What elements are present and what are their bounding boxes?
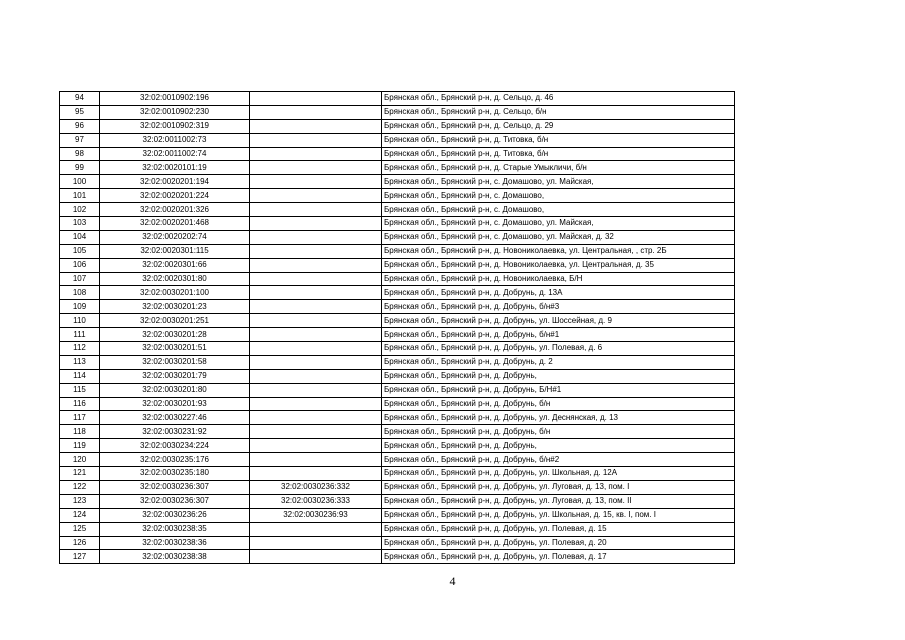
cadastral-number-cell: 32:02:0011002:74 xyxy=(100,147,250,161)
table-row xyxy=(60,342,735,356)
related-cadastral-number-cell xyxy=(250,383,382,397)
address-cell: Брянская обл., Брянский р-н, д. Сельцо, б/н xyxy=(382,105,735,119)
related-cadastral-number-cell: 32:02:0030236:333 xyxy=(250,494,382,508)
row-number-cell: 102 xyxy=(60,203,100,217)
table-row xyxy=(60,217,735,231)
address-cell: Брянская обл., Брянский р-н, д. Добрунь, б/н#2 xyxy=(382,453,735,467)
address-cell: Брянская обл., Брянский р-н, д. Добрунь, ул. Полевая, д. 20 xyxy=(382,536,735,550)
table-row xyxy=(60,272,735,286)
cadastral-number-cell: 32:02:0030235:180 xyxy=(100,467,250,481)
row-number-cell: 125 xyxy=(60,522,100,536)
table-row xyxy=(60,286,735,300)
cadastral-number-cell: 32:02:0020201:468 xyxy=(100,217,250,231)
table-row xyxy=(60,411,735,425)
cadastral-number-cell: 32:02:0030236:307 xyxy=(100,480,250,494)
cadastral-number-cell: 32:02:0020201:326 xyxy=(100,203,250,217)
row-number-cell: 106 xyxy=(60,258,100,272)
related-cadastral-number-cell xyxy=(250,369,382,383)
related-cadastral-number-cell xyxy=(250,92,382,106)
address-cell: Брянская обл., Брянский р-н, с. Домашово, ул. Майская, xyxy=(382,217,735,231)
table-row xyxy=(60,300,735,314)
cadastral-number-cell: 32:02:0020301:115 xyxy=(100,244,250,258)
cadastral-number-cell: 32:02:0020201:224 xyxy=(100,189,250,203)
table-row xyxy=(60,494,735,508)
related-cadastral-number-cell xyxy=(250,133,382,147)
cadastral-number-cell: 32:02:0030201:23 xyxy=(100,300,250,314)
related-cadastral-number-cell xyxy=(250,328,382,342)
cadastral-number-cell: 32:02:0030227:46 xyxy=(100,411,250,425)
registry-table-body xyxy=(60,92,735,564)
address-cell: Брянская обл., Брянский р-н, д. Новониколаевка, Б/Н xyxy=(382,272,735,286)
cadastral-number-cell: 32:02:0030201:28 xyxy=(100,328,250,342)
row-number-cell: 119 xyxy=(60,439,100,453)
cadastral-number-cell: 32:02:0030234:224 xyxy=(100,439,250,453)
related-cadastral-number-cell xyxy=(250,522,382,536)
address-cell: Брянская обл., Брянский р-н, д. Добрунь, ул. Полевая, д. 17 xyxy=(382,550,735,564)
row-number-cell: 115 xyxy=(60,383,100,397)
address-cell: Брянская обл., Брянский р-н, д. Добрунь, ул. Школьная, д. 12А xyxy=(382,467,735,481)
table-row xyxy=(60,480,735,494)
address-cell: Брянская обл., Брянский р-н, с. Домашово, ул. Майская, xyxy=(382,175,735,189)
table-row xyxy=(60,92,735,106)
table-row xyxy=(60,147,735,161)
cadastral-number-cell: 32:02:0030201:251 xyxy=(100,314,250,328)
row-number-cell: 104 xyxy=(60,230,100,244)
related-cadastral-number-cell xyxy=(250,397,382,411)
related-cadastral-number-cell xyxy=(250,161,382,175)
table-row xyxy=(60,244,735,258)
row-number-cell: 120 xyxy=(60,453,100,467)
row-number-cell: 107 xyxy=(60,272,100,286)
row-number-cell: 124 xyxy=(60,508,100,522)
cadastral-number-cell: 32:02:0010902:319 xyxy=(100,119,250,133)
address-cell: Брянская обл., Брянский р-н, с. Домашово, xyxy=(382,203,735,217)
table-row xyxy=(60,355,735,369)
row-number-cell: 127 xyxy=(60,550,100,564)
address-cell: Брянская обл., Брянский р-н, д. Новониколаевка, ул. Центральная, д. 35 xyxy=(382,258,735,272)
cadastral-number-cell: 32:02:0030201:80 xyxy=(100,383,250,397)
row-number-cell: 105 xyxy=(60,244,100,258)
cadastral-number-cell: 32:02:0020301:80 xyxy=(100,272,250,286)
cadastral-number-cell: 32:02:0020201:194 xyxy=(100,175,250,189)
cadastral-number-cell: 32:02:0030235:176 xyxy=(100,453,250,467)
related-cadastral-number-cell xyxy=(250,189,382,203)
related-cadastral-number-cell xyxy=(250,286,382,300)
table-row xyxy=(60,467,735,481)
row-number-cell: 112 xyxy=(60,342,100,356)
related-cadastral-number-cell xyxy=(250,355,382,369)
table-row xyxy=(60,314,735,328)
row-number-cell: 114 xyxy=(60,369,100,383)
related-cadastral-number-cell xyxy=(250,467,382,481)
related-cadastral-number-cell xyxy=(250,203,382,217)
address-cell: Брянская обл., Брянский р-н, д. Титовка, б/н xyxy=(382,147,735,161)
address-cell: Брянская обл., Брянский р-н, д. Титовка, б/н xyxy=(382,133,735,147)
related-cadastral-number-cell xyxy=(250,230,382,244)
address-cell: Брянская обл., Брянский р-н, д. Добрунь, ул. Деснянская, д. 13 xyxy=(382,411,735,425)
row-number-cell: 95 xyxy=(60,105,100,119)
related-cadastral-number-cell xyxy=(250,300,382,314)
row-number-cell: 96 xyxy=(60,119,100,133)
address-cell: Брянская обл., Брянский р-н, д. Добрунь, ул. Луговая, д. 13, пом. I xyxy=(382,480,735,494)
table-row xyxy=(60,203,735,217)
related-cadastral-number-cell xyxy=(250,272,382,286)
table-row xyxy=(60,328,735,342)
address-cell: Брянская обл., Брянский р-н, д. Добрунь, д. 13А xyxy=(382,286,735,300)
row-number-cell: 94 xyxy=(60,92,100,106)
row-number-cell: 116 xyxy=(60,397,100,411)
table-row xyxy=(60,230,735,244)
address-cell: Брянская обл., Брянский р-н, д. Добрунь, ул. Шоссейная, д. 9 xyxy=(382,314,735,328)
cadastral-number-cell: 32:02:0030201:79 xyxy=(100,369,250,383)
table-row xyxy=(60,453,735,467)
table-row xyxy=(60,425,735,439)
row-number-cell: 108 xyxy=(60,286,100,300)
table-row xyxy=(60,439,735,453)
row-number-cell: 126 xyxy=(60,536,100,550)
cadastral-number-cell: 32:02:0011002:73 xyxy=(100,133,250,147)
related-cadastral-number-cell xyxy=(250,244,382,258)
related-cadastral-number-cell: 32:02:0030236:93 xyxy=(250,508,382,522)
cadastral-number-cell: 32:02:0020101:19 xyxy=(100,161,250,175)
address-cell: Брянская обл., Брянский р-н, д. Добрунь, ул. Полевая, д. 6 xyxy=(382,342,735,356)
row-number-cell: 117 xyxy=(60,411,100,425)
row-number-cell: 122 xyxy=(60,480,100,494)
row-number-cell: 99 xyxy=(60,161,100,175)
cadastral-number-cell: 32:02:0030236:307 xyxy=(100,494,250,508)
table-row xyxy=(60,508,735,522)
related-cadastral-number-cell xyxy=(250,536,382,550)
related-cadastral-number-cell xyxy=(250,314,382,328)
related-cadastral-number-cell xyxy=(250,453,382,467)
cadastral-number-cell: 32:02:0030238:38 xyxy=(100,550,250,564)
address-cell: Брянская обл., Брянский р-н, д. Сельцо, д. 29 xyxy=(382,119,735,133)
address-cell: Брянская обл., Брянский р-н, д. Добрунь, xyxy=(382,369,735,383)
row-number-cell: 101 xyxy=(60,189,100,203)
address-cell: Брянская обл., Брянский р-н, д. Добрунь, ул. Школьная, д. 15, кв. I, пом. I xyxy=(382,508,735,522)
address-cell: Брянская обл., Брянский р-н, с. Домашово, ул. Майская, д. 32 xyxy=(382,230,735,244)
address-cell: Брянская обл., Брянский р-н, с. Домашово, xyxy=(382,189,735,203)
row-number-cell: 110 xyxy=(60,314,100,328)
table-row xyxy=(60,175,735,189)
row-number-cell: 98 xyxy=(60,147,100,161)
row-number-cell: 111 xyxy=(60,328,100,342)
cadastral-number-cell: 32:02:0020301:66 xyxy=(100,258,250,272)
row-number-cell: 113 xyxy=(60,355,100,369)
property-registry-table xyxy=(59,91,735,564)
row-number-cell: 109 xyxy=(60,300,100,314)
cadastral-number-cell: 32:02:0030238:35 xyxy=(100,522,250,536)
cadastral-number-cell: 32:02:0030231:92 xyxy=(100,425,250,439)
related-cadastral-number-cell xyxy=(250,175,382,189)
address-cell: Брянская обл., Брянский р-н, д. Новониколаевка, ул. Центральная, , стр. 2Б xyxy=(382,244,735,258)
related-cadastral-number-cell xyxy=(250,425,382,439)
row-number-cell: 123 xyxy=(60,494,100,508)
table-row xyxy=(60,397,735,411)
address-cell: Брянская обл., Брянский р-н, д. Добрунь, б/н xyxy=(382,397,735,411)
row-number-cell: 100 xyxy=(60,175,100,189)
table-row xyxy=(60,133,735,147)
related-cadastral-number-cell xyxy=(250,439,382,453)
address-cell: Брянская обл., Брянский р-н, д. Добрунь, б/н#1 xyxy=(382,328,735,342)
table-row xyxy=(60,189,735,203)
address-cell: Брянская обл., Брянский р-н, д. Добрунь, ул. Полевая, д. 15 xyxy=(382,522,735,536)
cadastral-number-cell: 32:02:0030238:36 xyxy=(100,536,250,550)
address-cell: Брянская обл., Брянский р-н, д. Добрунь, xyxy=(382,439,735,453)
related-cadastral-number-cell xyxy=(250,258,382,272)
address-cell: Брянская обл., Брянский р-н, д. Добрунь, б/н#3 xyxy=(382,300,735,314)
cadastral-number-cell: 32:02:0010902:196 xyxy=(100,92,250,106)
address-cell: Брянская обл., Брянский р-н, д. Старые Умыкличи, б/н xyxy=(382,161,735,175)
row-number-cell: 121 xyxy=(60,467,100,481)
cadastral-number-cell: 32:02:0030201:93 xyxy=(100,397,250,411)
table-row xyxy=(60,258,735,272)
table-row xyxy=(60,383,735,397)
related-cadastral-number-cell: 32:02:0030236:332 xyxy=(250,480,382,494)
cadastral-number-cell: 32:02:0030201:58 xyxy=(100,355,250,369)
related-cadastral-number-cell xyxy=(250,119,382,133)
row-number-cell: 103 xyxy=(60,217,100,231)
related-cadastral-number-cell xyxy=(250,217,382,231)
address-cell: Брянская обл., Брянский р-н, д. Сельцо, д. 46 xyxy=(382,92,735,106)
page-number: 4 xyxy=(449,574,456,588)
cadastral-number-cell: 32:02:0020202:74 xyxy=(100,230,250,244)
related-cadastral-number-cell xyxy=(250,342,382,356)
table-row xyxy=(60,369,735,383)
related-cadastral-number-cell xyxy=(250,411,382,425)
address-cell: Брянская обл., Брянский р-н, д. Добрунь, д. 2 xyxy=(382,355,735,369)
table-row xyxy=(60,522,735,536)
address-cell: Брянская обл., Брянский р-н, д. Добрунь, ул. Луговая, д. 13, пом. II xyxy=(382,494,735,508)
table-row xyxy=(60,119,735,133)
table-row xyxy=(60,536,735,550)
cadastral-number-cell: 32:02:0030201:51 xyxy=(100,342,250,356)
cadastral-number-cell: 32:02:0030201:100 xyxy=(100,286,250,300)
row-number-cell: 118 xyxy=(60,425,100,439)
table-row xyxy=(60,161,735,175)
row-number-cell: 97 xyxy=(60,133,100,147)
cadastral-number-cell: 32:02:0030236:26 xyxy=(100,508,250,522)
related-cadastral-number-cell xyxy=(250,147,382,161)
related-cadastral-number-cell xyxy=(250,550,382,564)
cadastral-number-cell: 32:02:0010902:230 xyxy=(100,105,250,119)
table-row xyxy=(60,105,735,119)
address-cell: Брянская обл., Брянский р-н, д. Добрунь, Б/Н#1 xyxy=(382,383,735,397)
related-cadastral-number-cell xyxy=(250,105,382,119)
address-cell: Брянская обл., Брянский р-н, д. Добрунь, б/н xyxy=(382,425,735,439)
table-row xyxy=(60,550,735,564)
